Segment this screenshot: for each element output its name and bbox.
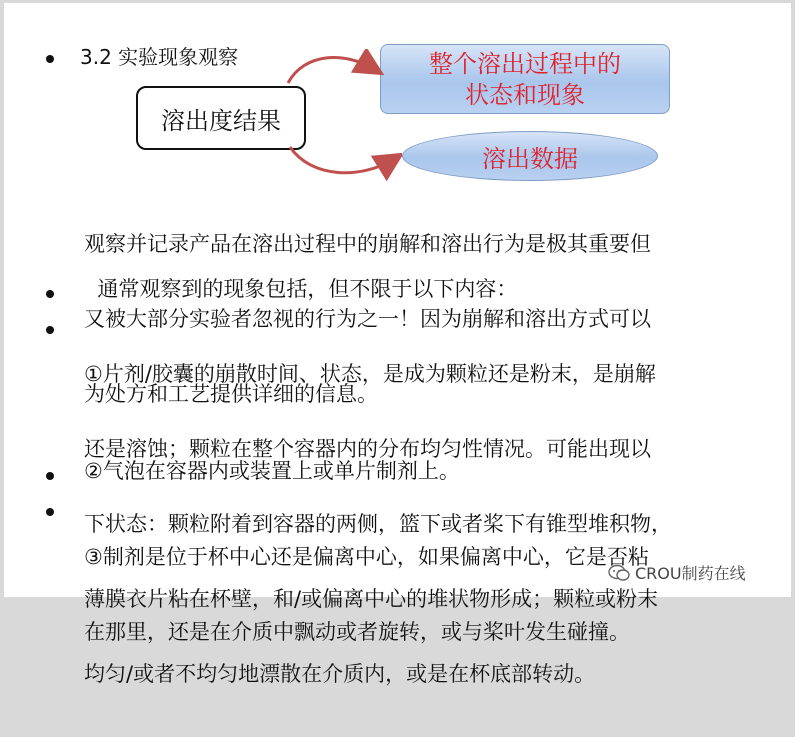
bullet-position xyxy=(84,495,649,695)
text-line: 还是溶蚀；颗粒在整个容器内的分布均匀性情况。可能出现以 xyxy=(84,437,651,461)
text-line: 又被大部分实验者忽视的行为之一！因为崩解和溶出方式可以 xyxy=(84,307,651,331)
text-line: 观察并记录产品在溶出过程中的崩解和溶出行为是极其重要但 xyxy=(84,232,651,256)
text-line: ③制剂是位于杯中心还是偏离中心，如果偏离中心，它是否粘 xyxy=(84,545,649,569)
bullet-observed-phenomena: 通常观察到的现象包括，但不限于以下内容： xyxy=(84,277,518,301)
text-line: ①片剂/胶囊的崩散时间、状态，是成为颗粒还是粉末，是崩解 xyxy=(84,362,656,386)
section-heading: 3.2 实验现象观察 xyxy=(80,45,239,69)
result-box: 溶出度结果 xyxy=(136,86,306,150)
text-line: 薄膜衣片粘在杯壁，和/或偏离中心的堆状物形成；颗粒或粉末 xyxy=(84,587,659,611)
wechat-icon xyxy=(608,564,630,582)
watermark xyxy=(608,561,746,584)
callout-process-state-line1: 整个溶出过程中的 xyxy=(429,50,621,78)
bullet-dot xyxy=(46,290,54,298)
bullet-dot xyxy=(46,472,54,480)
watermark-text: CROU制药在线 xyxy=(635,564,746,583)
bullet-dot xyxy=(46,326,54,334)
text-line: 为处方和工艺提供详细的信息。 xyxy=(84,382,378,406)
slide xyxy=(4,3,791,686)
curved-arrow-icon xyxy=(274,49,384,89)
text-line: 下状态：颗粒附着到容器的两侧，篮下或者桨下有锥型堆积物， xyxy=(84,512,672,536)
bullet-dot xyxy=(46,55,54,63)
curved-arrow-icon xyxy=(282,143,402,183)
callout-process-state-line2: 状态和现象 xyxy=(465,81,585,109)
bullet-bubbles: ②气泡在容器内或装置上或单片制剂上。 xyxy=(84,459,460,483)
text-line: 均匀/或者不均匀地漂散在介质内，或是在杯底部转动。 xyxy=(84,662,596,686)
callout-process-state xyxy=(380,44,670,114)
bullet-dot xyxy=(46,508,54,516)
text-line: 在那里，还是在介质中飘动或者旋转，或与桨叶发生碰撞。 xyxy=(84,620,630,644)
callout-dissolution-data: 溶出数据 xyxy=(402,131,658,181)
